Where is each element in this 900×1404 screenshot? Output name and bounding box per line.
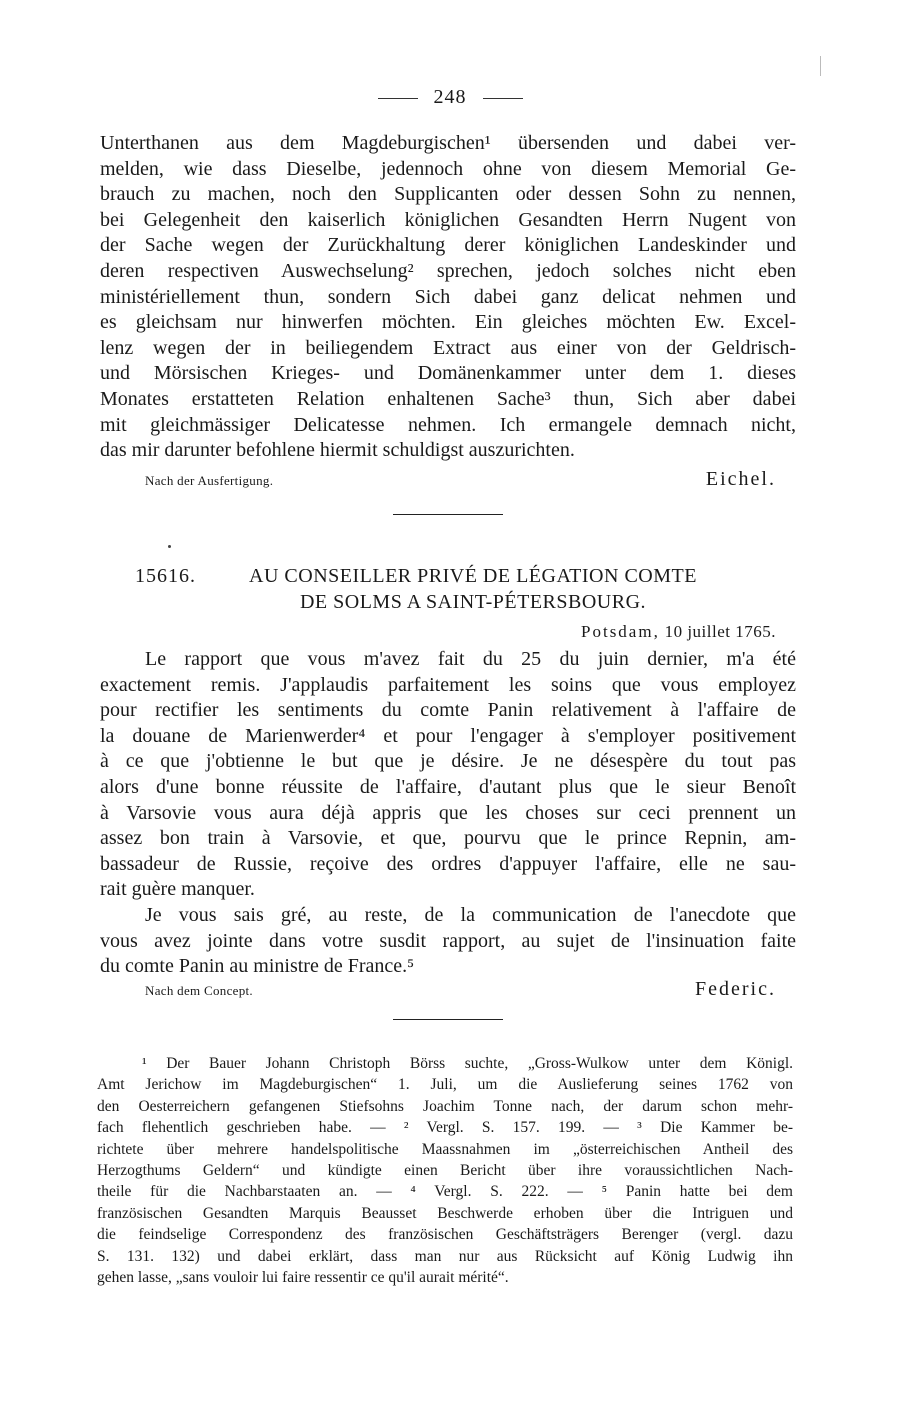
page-number: 248 (433, 86, 467, 108)
footnotes (97, 1053, 793, 1288)
place: Potsdam, (581, 622, 660, 641)
text-line: Le rapport que vous m'avez fait du 25 du juin dernier, m'a été (145, 648, 796, 670)
text-line: lenz wegen der in beiliegendem Extract aus einer von der Geldrisch- (100, 336, 796, 359)
letter2-footer (100, 978, 776, 1001)
heading-line: DE SOLMS A SAINT-PÉTERSBOURG. (299, 591, 647, 613)
footnote-line: richtete über mehrere handelspolitische Maassnahmen im „österreichischen Antheil des (97, 1140, 793, 1158)
text-line: melden, wie dass Dieselbe, jedennoch ohne von diesem Memorial Ge- (100, 157, 796, 180)
letter-heading (100, 563, 796, 615)
letter2-paragraph (100, 647, 796, 903)
text-line: à Varsovie vous aura déjà appris que les choses sur ceci prennent un (100, 801, 796, 824)
text-line: Unterthanen aus dem Magdeburgischen¹ übersenden und dabei ver- (100, 132, 796, 154)
text-line: à ce que j'obtienne le but que je désire. Je ne désespère du tout pas (100, 750, 796, 773)
text-line: vous avez jointe dans votre susdit rapport, au sujet de l'insinuation faite (100, 929, 796, 952)
footnote-line: die feindselige Correspondenz des französischen Geschäftsträgers Berenger (vergl. dazu (97, 1226, 793, 1244)
signature: Eichel. (705, 468, 776, 490)
text-line: es gleichsam nur hinwerfen möchten. Ein gleiches möchten Ew. Excel- (100, 311, 796, 334)
text-line: und Mörsischen Krieges- und Domänenkammer unter dem 1. dieses (100, 362, 796, 385)
date: 10 juillet 1765. (664, 622, 776, 641)
text-line: rait guère manquer. (100, 878, 255, 901)
header-dash-right (483, 98, 523, 99)
text-line: bei Gelegenheit den kaiserlich königlichen Gesandten Herrn Nugent von (100, 208, 796, 231)
footnote-line: französischen Gesandten Marquis Beausset Beschwerde erhoben über die Intriguen und (97, 1204, 793, 1222)
header-dash-left (378, 98, 418, 99)
text-line: der Sache wegen der Zurückhaltung derer königlichen Landeskinder und (100, 234, 796, 257)
page-header (0, 86, 900, 109)
footnote-line: ¹ Der Bauer Johann Christoph Börss suchte, „Gross-Wulkow unter dem Königl. (142, 1055, 793, 1072)
text-line: brauch zu machen, noch den Supplicanten oder dessen Sohn zu nennen, (100, 183, 796, 206)
signature: Federic. (695, 978, 776, 1000)
footnote-line: Herzogthums Geldern“ und kündigte einen Bericht über ihre voraussichtlichen Nach- (97, 1162, 793, 1180)
text-line: Monates erstatteten Relation enhaltenen Sache³ thun, Sich aber dabei (100, 387, 796, 410)
text-line: deren respectiven Auswechselung² sprechen, jedoch solches nicht eben (100, 259, 796, 282)
footnote-line: gehen lasse, „sans vouloir lui faire ressentir ce qu'il aurait mérité“. (97, 1269, 509, 1287)
text-line: alors d'une bonne réussite de l'affaire, d'autant plus que le sieur Benoît (100, 775, 796, 798)
text-line: bassadeur de Russie, reçoive des ordres d'appuyer l'affaire, elle ne sau- (100, 852, 796, 875)
dateline (581, 622, 776, 642)
source-note: Nach dem Concept. (145, 983, 253, 998)
text-line: assez bon train à Varsovie, et que, pourvu que le prince Repnin, am- (100, 827, 796, 850)
letter1-body (100, 131, 796, 464)
text-line: pour rectifier les sentiments du comte Panin relativement à l'affaire de (100, 699, 796, 722)
text-line: Je vous sais gré, au reste, de la communication de l'anecdote que (145, 904, 796, 926)
margin-mark (820, 56, 821, 76)
text-line: exactement remis. J'applaudis parfaitement les soins que vous employez (100, 673, 796, 696)
letter-number: 15616. (135, 565, 196, 587)
text-line: das mir darunter befohlene hiermit schuldigst auszurichten. (100, 439, 575, 462)
footnote-line: S. 131. 132) und dabei erklärt, dass man nur aus Rücksicht auf König Ludwig ihn (97, 1247, 793, 1265)
letter1-footer (100, 468, 776, 491)
heading-line: AU CONSEILLER PRIVÉ DE LÉGATION COMTE (249, 565, 697, 587)
section-divider (393, 1019, 503, 1020)
text-line: ministériellement thun, sondern Sich dabei ganz delicat nehmen und (100, 285, 796, 308)
footnote-line: Amt Jerichow im Magdeburgischen“ 1. Juli, um die Auslieferung seines 1762 von (97, 1076, 793, 1094)
letter2-paragraph (100, 903, 796, 980)
text-line: du comte Panin au ministre de France.⁵ (100, 955, 415, 978)
footnote-line: theile für die Nachbarstaaten an. — ⁴ Vergl. S. 222. — ⁵ Panin hatte bei dem (97, 1183, 793, 1201)
text-line: la douane de Marienwerder⁴ et pour l'engager à s'employer positivement (100, 724, 796, 747)
footnote-line: den Oesterreichern gefangenen Stiefsohns Joachim Tonne nach, der darum schon mehr- (97, 1097, 793, 1115)
source-note: Nach der Ausfertigung. (145, 473, 274, 488)
section-divider (393, 514, 503, 515)
footnote-line: fach flehentlich geschrieben habe. — ² Vergl. S. 157. 199. — ³ Die Kammer be- (97, 1119, 793, 1137)
text-line: mit gleichmässiger Delicatesse nehmen. Ich ermangele demnach nicht, (100, 413, 796, 436)
ink-speck (168, 545, 171, 548)
